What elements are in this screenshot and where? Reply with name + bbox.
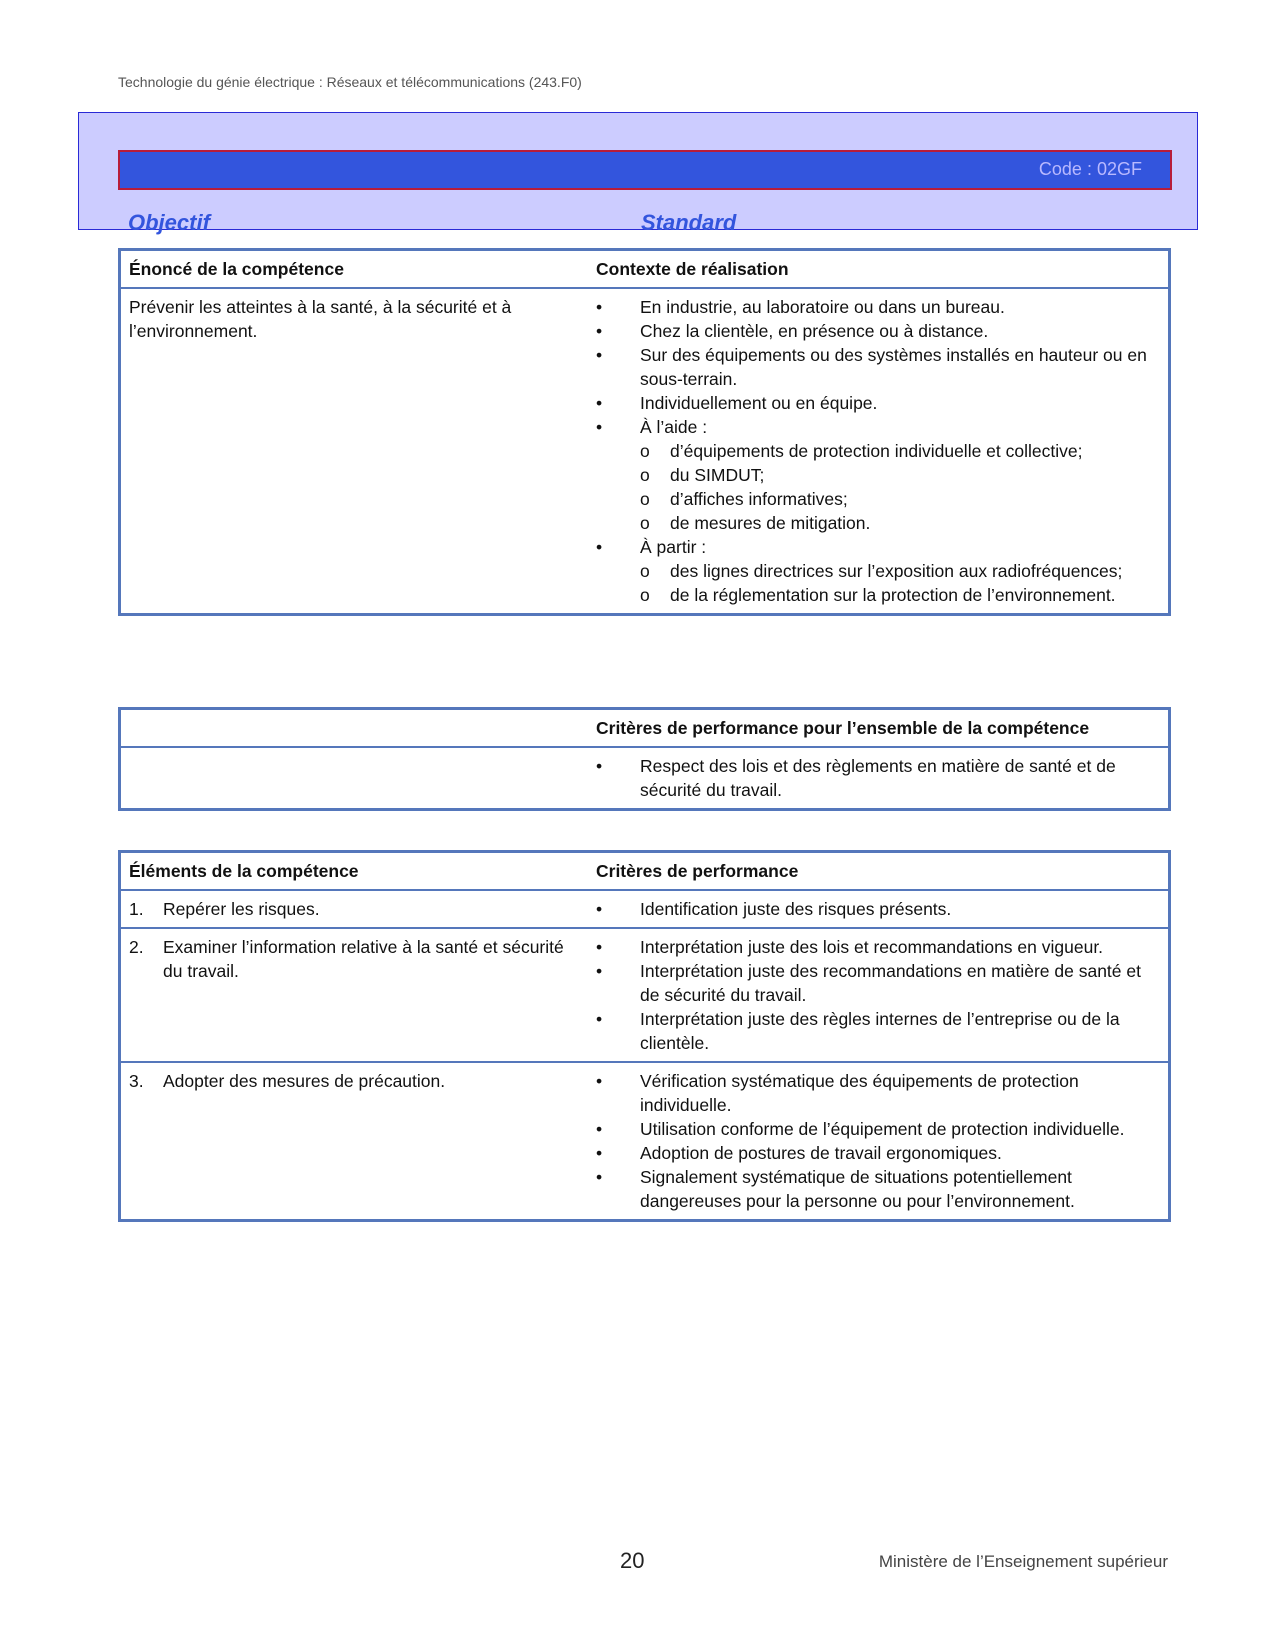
code-bar bbox=[118, 150, 1172, 190]
list-item: • Identification juste des risques présents. bbox=[596, 899, 952, 919]
list-item: o du SIMDUT; bbox=[640, 465, 765, 485]
list-item: o de la réglementation sur la protection de l’environnement. bbox=[640, 585, 1116, 605]
list-item: • Adoption de postures de travail ergonomiques. bbox=[596, 1143, 1002, 1163]
aide-sublist bbox=[640, 439, 1160, 535]
global-criteria-list bbox=[596, 754, 1160, 802]
standard-label: Standard bbox=[641, 210, 737, 235]
list-item: o des lignes directrices sur l’exposition aux radiofréquences; bbox=[640, 561, 1123, 581]
code-label: Code : bbox=[1038, 159, 1092, 179]
element-1: 1. Repérer les risques. bbox=[129, 899, 320, 919]
criteria-list bbox=[596, 897, 1160, 921]
list-item: • Sur des équipements ou des systèmes installés en hauteur ou en sous-terrain. bbox=[596, 345, 1147, 389]
list-item: • Vérification systématique des équipements de protection individuelle. bbox=[596, 1071, 1079, 1115]
list-item: o d’équipements de protection individuelle et collective; bbox=[640, 441, 1083, 461]
competency-code bbox=[1039, 159, 1142, 180]
ministry-footer: Ministère de l’Enseignement supérieur bbox=[878, 1552, 1168, 1571]
criteria-list bbox=[596, 935, 1160, 1055]
criteria-header: Critères de performance bbox=[596, 861, 799, 881]
context-list bbox=[596, 295, 1160, 607]
list-item: • Interprétation juste des lois et recommandations en vigueur. bbox=[596, 937, 1104, 957]
criteria-list bbox=[596, 1069, 1160, 1213]
list-item: • En industrie, au laboratoire ou dans un bureau. bbox=[596, 297, 1005, 317]
element-3: 3. Adopter des mesures de précaution. bbox=[129, 1071, 446, 1091]
list-item: • Interprétation juste des règles internes de l’entreprise ou de la clientèle. bbox=[596, 1009, 1120, 1053]
partir-sublist bbox=[640, 559, 1160, 607]
list-item: o de mesures de mitigation. bbox=[640, 513, 871, 533]
list-item: • Individuellement ou en équipe. bbox=[596, 393, 878, 413]
table-row bbox=[121, 889, 1168, 927]
list-item: • Interprétation juste des recommandations en matière de santé et de sécurité du travail. bbox=[596, 961, 1141, 1005]
running-header: Technologie du génie électrique : Réseaux et télécommunications (243.F0) bbox=[118, 74, 582, 90]
element-2: 2. Examiner l’information relative à la santé et sécurité du travail. bbox=[129, 937, 564, 981]
table-row bbox=[121, 287, 1168, 613]
list-item: • Respect des lois et des règlements en matière de santé et de sécurité du travail. bbox=[596, 756, 1116, 800]
list-item: • À partir : o des lignes directrices sur l’exposition aux radiofréquences; o de la réglementation sur la protection de l’environnement. bbox=[596, 535, 1160, 607]
code-value: 02GF bbox=[1096, 159, 1142, 179]
list-item: • Utilisation conforme de l’équipement de protection individuelle. bbox=[596, 1119, 1125, 1139]
enonce-header: Énoncé de la compétence bbox=[129, 259, 344, 279]
table-row bbox=[121, 746, 1168, 808]
table-row bbox=[121, 1061, 1168, 1219]
list-item: • À l’aide : o d’équipements de protection individuelle et collective; o du SIMDUT; o d’affiches informatives; o de mesures de mitigation. bbox=[596, 415, 1160, 535]
table-header-row bbox=[121, 853, 1168, 889]
global-criteria-header: Critères de performance pour l’ensemble de la compétence bbox=[596, 718, 1090, 738]
elements-table bbox=[118, 850, 1171, 1222]
global-criteria-table bbox=[118, 707, 1171, 811]
list-item: o d’affiches informatives; bbox=[640, 489, 848, 509]
contexte-header: Contexte de réalisation bbox=[596, 259, 789, 279]
table-row bbox=[121, 927, 1168, 1061]
table-header-row bbox=[121, 710, 1168, 746]
list-item: • Signalement systématique de situations potentiellement dangereuses pour la personne ou pour l’environnement. bbox=[596, 1167, 1075, 1211]
objectif-label: Objectif bbox=[128, 210, 210, 235]
competency-table bbox=[118, 248, 1171, 616]
elements-header: Éléments de la compétence bbox=[129, 861, 359, 881]
table-header-row bbox=[121, 251, 1168, 287]
list-item: • Chez la clientèle, en présence ou à distance. bbox=[596, 321, 989, 341]
page-number: 20 bbox=[620, 1548, 645, 1573]
competency-statement: Prévenir les atteintes à la santé, à la sécurité et à l’environnement. bbox=[129, 297, 512, 341]
